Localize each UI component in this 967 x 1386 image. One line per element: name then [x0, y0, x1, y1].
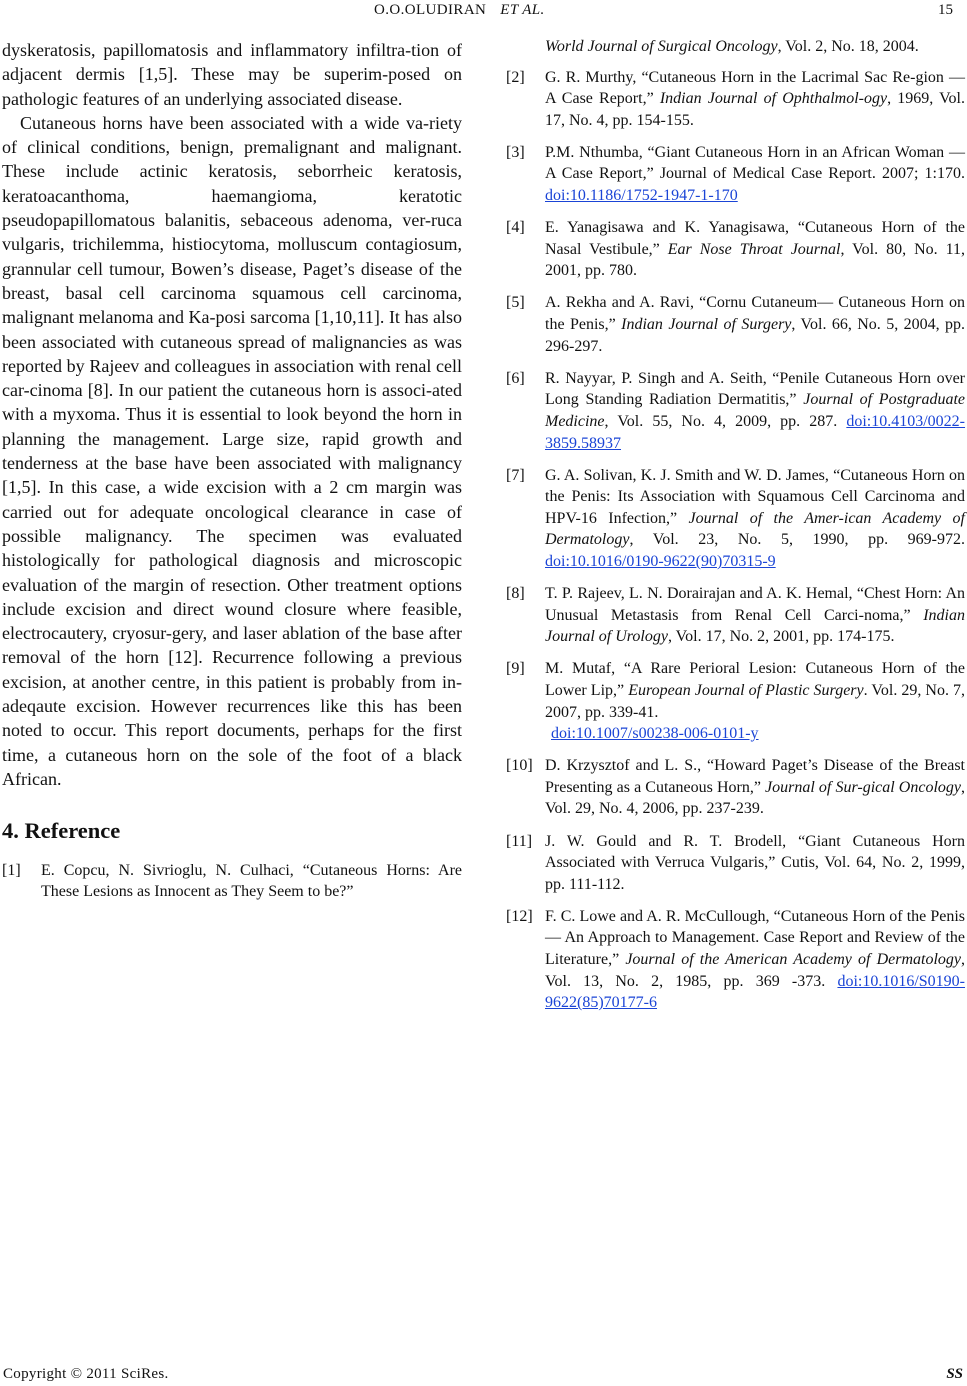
reference-text: D. Krzysztof and L. S., “Howard Paget’s Disease of the Breast Presenting as a Cutaneous Horn,”	[545, 757, 965, 796]
reference-tail: , 1969, Vol. 17, No. 4, pp. 154-155.	[545, 90, 966, 129]
reference-text: M. Mutaf, “A Rare Perioral Lesion: Cutaneous Horn of the Lower Lip,”	[545, 660, 965, 699]
reference-text: G. A. Solivan, K. J. Smith and W. D. James, “Cutaneous Horn on the Penis: Its Association with Squamous Cell Carcinoma and HPV-16 Infection,”	[545, 466, 965, 527]
reference-journal: Journal of the American Academy of Dermatology	[625, 950, 962, 968]
running-head-author: O.O.OLUDIRAN	[374, 2, 487, 18]
reference-journal: Ear Nose Throat Journal	[667, 240, 841, 258]
reference-text: E. Copcu, N. Sivrioglu, N. Culhaci, “Cutaneous Horns: Are These Lesions as Innocent as They Seem to be?”	[41, 861, 462, 900]
reference-tail: , Vol. 23, No. 5, 1990, pp. 969-972.	[629, 531, 965, 549]
reference-item-3	[506, 142, 965, 207]
reference-number: [7]	[506, 466, 525, 484]
reference-item-4	[506, 217, 965, 282]
reference-item-7	[506, 465, 965, 573]
reference-doi-link[interactable]: doi:10.1186/1752-1947-1-170	[545, 187, 738, 205]
journal-abbreviation: SS	[946, 1366, 963, 1382]
reference-item-8	[506, 583, 965, 648]
reference-number: [4]	[506, 219, 525, 237]
reference-number: [8]	[506, 585, 525, 603]
reference-item-9	[506, 658, 965, 744]
reference-text: E. Yanagisawa and K. Yanagisawa, “Cutaneous Horn of the Nasal Vestibule,”	[545, 219, 965, 258]
reference-number: [10]	[506, 757, 533, 775]
reference-journal: World Journal of Surgical Oncology	[545, 38, 778, 55]
reference-item-12	[506, 906, 965, 1014]
reference-number: [12]	[506, 907, 533, 925]
reference-item-5	[506, 292, 965, 357]
reference-journal: European Journal of Plastic Surgery	[628, 681, 864, 699]
reference-journal: Journal of Sur-gical Oncology	[765, 778, 961, 796]
reference-text: G. R. Murthy, “Cutaneous Horn in the Lacrimal Sac Re-gion — A Case Report,”	[545, 68, 965, 108]
reference-journal: Journal of the Amer-ican Academy of Dermatology	[545, 509, 966, 549]
right-column	[506, 36, 965, 1024]
reference-text: T. P. Rajeev, L. N. Dorairajan and A. K. Hemal, “Chest Horn: An Unusual Metastasis from Renal Cell Carci-noma,”	[545, 585, 965, 624]
reference-number: [2]	[506, 68, 525, 86]
reference-journal: Indian Journal of Urology	[545, 606, 965, 646]
reference-journal: Journal of Postgraduate Medicine	[545, 391, 966, 430]
reference-tail: , Vol. 2, No. 18, 2004.	[777, 38, 919, 55]
reference-number: [5]	[506, 294, 525, 312]
references-heading: 4. Reference	[2, 818, 121, 844]
reference-text: P.M. Nthumba, “Giant Cutaneous Horn in an African Woman — A Case Report,” Journal of Medical Case Report. 2007; 1:170.	[545, 143, 965, 183]
reference-doi-link[interactable]: doi:10.1007/s00238-006-0101-y	[551, 725, 759, 743]
reference-number: [6]	[506, 369, 525, 387]
reference-item-11	[506, 831, 965, 896]
reference-item-1-continued	[506, 36, 965, 58]
reference-tail: . Vol. 29, No. 7, 2007, pp. 339-41.	[545, 681, 966, 721]
reference-doi-link[interactable]: doi:10.1016/0190-9622(90)70315-9	[545, 552, 776, 570]
copyright-notice: Copyright © 2011 SciRes.	[3, 1366, 169, 1382]
reference-tail: , Vol. 66, No. 5, 2004, pp. 296-297.	[545, 316, 966, 355]
running-head	[374, 2, 545, 19]
reference-journal: Indian Journal of Ophthalmol-ogy	[659, 90, 888, 108]
running-head-et-al: ET AL.	[500, 2, 545, 18]
reference-journal: Indian Journal of Surgery	[621, 316, 792, 334]
body-paragraph-2: Cutaneous horns have been associated with a wide va-riety of clinical conditions, benign, premalignant and malignant. These include actinic keratosis, seborrheic keratosis, keratoacanthoma, haemangioma, keratotic pseudopapillomatous balanitis, sebaceous adenoma, ver-ruca vulgaris, trichilemma, histiocytoma, molluscum contagiosum, grannular cell tumour, Bowen’s disease, Paget’s disease of the breast, basal cell carcinoma squamous cell carcinoma, malignant melanoma and Ka-posi sarcoma [1,10,11]. It has also been associated with cutaneous spread of malignancies as was reported by Rajeev and colleagues in association with renal cell car-cinoma [8]. In our patient the cutaneous horn is associ-ated with a myxoma. Thus it is essential to look beyond the horn in planning the management. Large size, rapid growth and tenderness at the base have been associated with malignancy [1,5]. In this case, a wide excision with a 2 cm margin was carried out for adequate oncological clearance in case of possible malignancy. The specimen was evaluated histologically for pathological diagnosis and microscopic evaluation of the margin of resection. Other treatment options include excision and direct wound closure where feasible, electrocautery, cryosur-gery, and laser ablation of the base after removal of the horn [12]. Recurrence following a previous excision, at another centre, in this patient is probably from in-adeqaute excision. However recurrences like this has been noted to occur. This report documents, perhaps for the first time, a cutaneous horn on the sole of the foot of a black African.	[2, 112, 462, 789]
page-header	[0, 0, 967, 30]
reference-tail: , Vol. 17, No. 2, 2001, pp. 174-175.	[667, 628, 895, 646]
reference-item-6	[506, 368, 965, 454]
reference-text: R. Nayyar, P. Singh and A. Seith, “Penile Cutaneous Horn over Long Standing Radiation Dermatitis,”	[545, 369, 965, 409]
reference-item-10	[506, 755, 965, 820]
page-number: 15	[938, 2, 953, 18]
reference-tail: , Vol. 29, No. 4, 2006, pp. 237-239.	[545, 778, 965, 818]
body-paragraph-1: dyskeratosis, papillomatosis and inflammatory infiltra-tion of adjacent dermis [1,5]. These may be superim-posed on pathologic features of an underlying associated disease.	[2, 40, 462, 109]
reference-item-2	[506, 67, 965, 132]
reference-doi-link[interactable]: doi:10.1016/S0190-9622(85)70177-6	[545, 972, 965, 1012]
left-column	[2, 38, 462, 913]
reference-number: [1]	[2, 861, 21, 879]
reference-tail: , Vol. 13, No. 2, 1985, pp. 369 -373.	[545, 950, 966, 990]
reference-text: J. W. Gould and R. T. Brodell, “Giant Cutaneous Horn Associated with Verruca Vulgaris,” Cutis, Vol. 64, No. 2, 1999, pp. 111-112.	[545, 832, 965, 893]
reference-text: A. Rekha and A. Ravi, “Cornu Cutaneum— Cutaneous Horn on the Penis,”	[545, 294, 965, 334]
reference-tail: , Vol. 80, No. 11, 2001, pp. 780.	[545, 240, 966, 280]
reference-number: [11]	[506, 832, 533, 850]
reference-tail: , Vol. 55, No. 4, 2009, pp. 287.	[604, 412, 838, 430]
reference-text: F. C. Lowe and A. R. McCullough, “Cutaneous Horn of the Penis— An Approach to Management. Case Report and Review of the Literature,”	[545, 907, 965, 968]
reference-doi-link[interactable]: doi:10.4103/0022-3859.58937	[545, 412, 966, 452]
reference-number: [3]	[506, 143, 525, 161]
reference-item-1	[2, 860, 462, 903]
reference-number: [9]	[506, 660, 525, 678]
